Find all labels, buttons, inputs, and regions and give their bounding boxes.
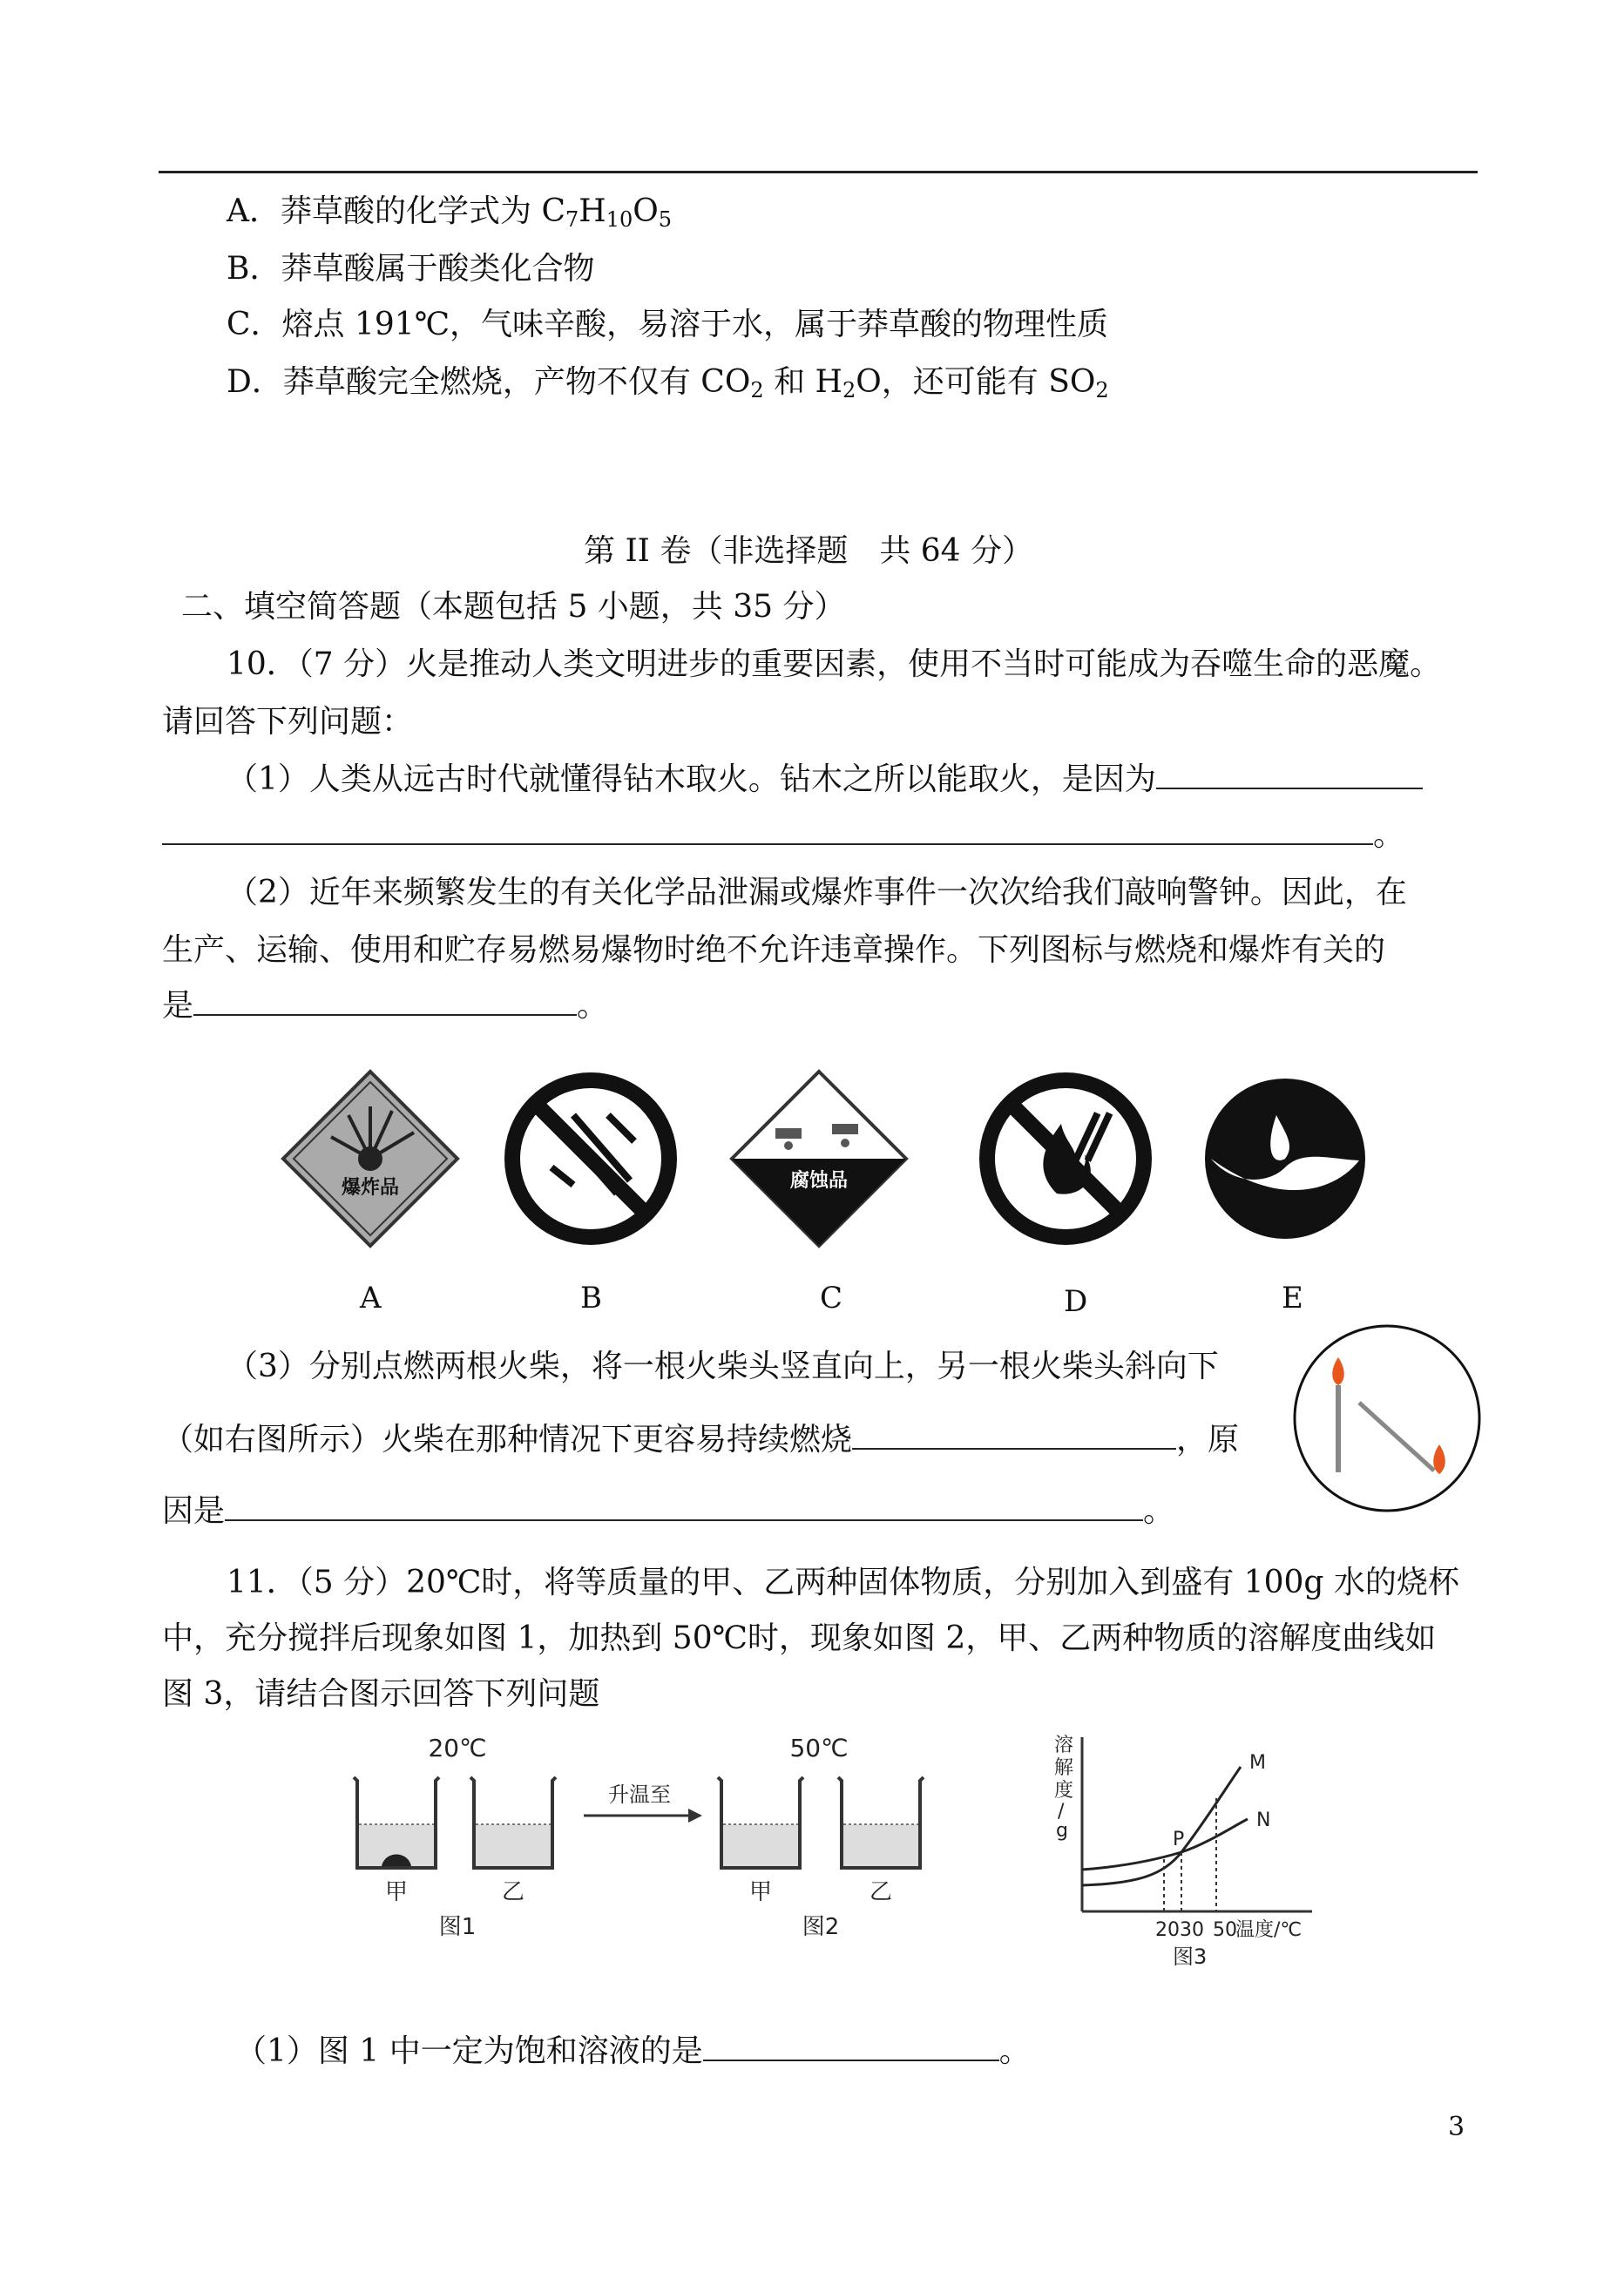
sign-label-c: C: [820, 1281, 843, 1316]
q10-p3-line3: 因是 。: [162, 1493, 1175, 1529]
q10-p3-line2: （如右图所示）火柴在那种情况下更容易持续燃烧 ，原: [162, 1422, 1240, 1458]
part2-title: 第 II 卷（非选择题 共 64 分）: [584, 533, 1034, 569]
sign-e-water: [1205, 1079, 1365, 1239]
fig2-beaker-yi: [838, 1777, 924, 1868]
sign-d-no-flame: [987, 1080, 1144, 1237]
q11-line2: 中，充分搅拌后现象如图 1，加热到 50℃时，现象如图 2，甲、乙两种物质的溶解度曲线如: [162, 1620, 1437, 1656]
q10-intro-line2: 请回答下列问题：: [162, 704, 414, 740]
q10-p3-line1: （3）分别点燃两根火柴，将一根火柴头竖直向上，另一根火柴头斜向下: [227, 1349, 1219, 1384]
safety-signs: [261, 1063, 1394, 1272]
fig3-label: 图3: [1173, 1945, 1208, 1969]
fig2-temp: 50℃: [789, 1734, 849, 1762]
option-d: D．莽草酸完全燃烧，产物不仅有 $CO_2$ 和 $H_2O$，还可能有 $SO_2$: [227, 364, 1109, 402]
q10-p1-line2: 。: [162, 810, 1404, 855]
match-figure: [1291, 1322, 1483, 1514]
answer-blank[interactable]: [162, 817, 1373, 845]
q11-line3: 图 3，请结合图示回答下列问题: [162, 1676, 600, 1712]
section-heading: 二、填空简答题（本题包括 5 小题，共 35 分）: [181, 589, 846, 625]
x-tick-50: 50: [1213, 1919, 1237, 1941]
ylabel-char: 溶: [1054, 1735, 1074, 1756]
answer-blank[interactable]: [225, 1493, 1143, 1521]
sign-label-e: E: [1282, 1281, 1303, 1316]
fig2-yi-label: 乙: [869, 1879, 893, 1905]
header-rule: [159, 171, 1478, 173]
sign-label-d: D: [1064, 1284, 1088, 1319]
q11-line1: 11．（5 分）20℃时，将等质量的甲、乙两种固体物质，分别加入到盛有 100g 水的烧杯: [227, 1565, 1459, 1600]
x-axis-label: 温度/℃: [1235, 1919, 1303, 1941]
fig2-jia-label: 甲: [748, 1879, 773, 1905]
fig2-label: 图2: [802, 1914, 840, 1940]
q10-p2-line2: 生产、运输、使用和贮存易燃易爆物时绝不允许违章操作。下列图标与燃烧和爆炸有关的: [162, 932, 1386, 968]
curve-m-label: M: [1249, 1752, 1266, 1774]
answer-blank[interactable]: [193, 988, 577, 1016]
sign-label-a: A: [360, 1281, 382, 1316]
q10-p1-line1: （1）人类从远古时代就懂得钻木取火。钻木之所以能取火，是因为: [227, 754, 1423, 799]
answer-blank[interactable]: [1156, 761, 1423, 789]
q10-intro-line1: 10．（7 分）火是推动人类文明进步的重要因素，使用不当时可能成为吞噬生命的恶魔。: [227, 646, 1442, 682]
arrow-head-icon: [688, 1809, 702, 1823]
fig3-ylabel: [1054, 1735, 1073, 1842]
beaker-figures: [331, 1728, 958, 1955]
fig1-beaker-jia: [354, 1777, 439, 1868]
arrow-text: 升温至: [608, 1782, 671, 1807]
sign-c-corrosive: [732, 1072, 906, 1246]
sign-label-b: B: [580, 1281, 602, 1316]
option-a: A．莽草酸的化学式为 $C_7H_{10}O_5$: [227, 193, 673, 232]
fig1-label: 图1: [438, 1914, 477, 1940]
answer-blank[interactable]: [703, 2033, 999, 2061]
q10-p2-line3: 是 。: [162, 988, 609, 1024]
ylabel-char: g: [1056, 1820, 1068, 1842]
fig1-beaker-yi: [470, 1777, 556, 1868]
sign-c-text: 腐蚀品: [789, 1170, 849, 1192]
ylabel-char: 度: [1054, 1780, 1074, 1802]
fig1-jia-label: 甲: [384, 1879, 409, 1905]
sign-a-text: 爆炸品: [341, 1177, 400, 1199]
page-number: 3: [1448, 2112, 1465, 2142]
sign-a-explosive: [283, 1072, 457, 1246]
ylabel-char: 解: [1054, 1757, 1074, 1779]
ylabel-char: /: [1058, 1801, 1065, 1823]
answer-blank[interactable]: [852, 1422, 1176, 1450]
q10-p2-line1: （2）近年来频繁发生的有关化学品泄漏或爆炸事件一次次给我们敲响警钟。因此，在: [227, 875, 1407, 910]
fig1-temp: 20℃: [428, 1734, 487, 1762]
fig1-yi-label: 乙: [501, 1879, 525, 1905]
sign-b-prohibition: [512, 1080, 669, 1237]
q11-p1: （1）图 1 中一定为饱和溶液的是 。: [235, 2033, 1031, 2069]
fig2-beaker-jia: [718, 1777, 803, 1868]
solubility-curve-figure: [1042, 1728, 1338, 1981]
option-c: C．熔点 191℃，气味辛酸，易溶于水，属于莽草酸的物理性质: [227, 307, 1108, 342]
x-tick-labels: 2030: [1155, 1919, 1204, 1941]
point-p-label: P: [1173, 1829, 1185, 1850]
curve-n-label: N: [1256, 1809, 1271, 1831]
option-b: B．莽草酸属于酸类化合物: [227, 251, 595, 287]
